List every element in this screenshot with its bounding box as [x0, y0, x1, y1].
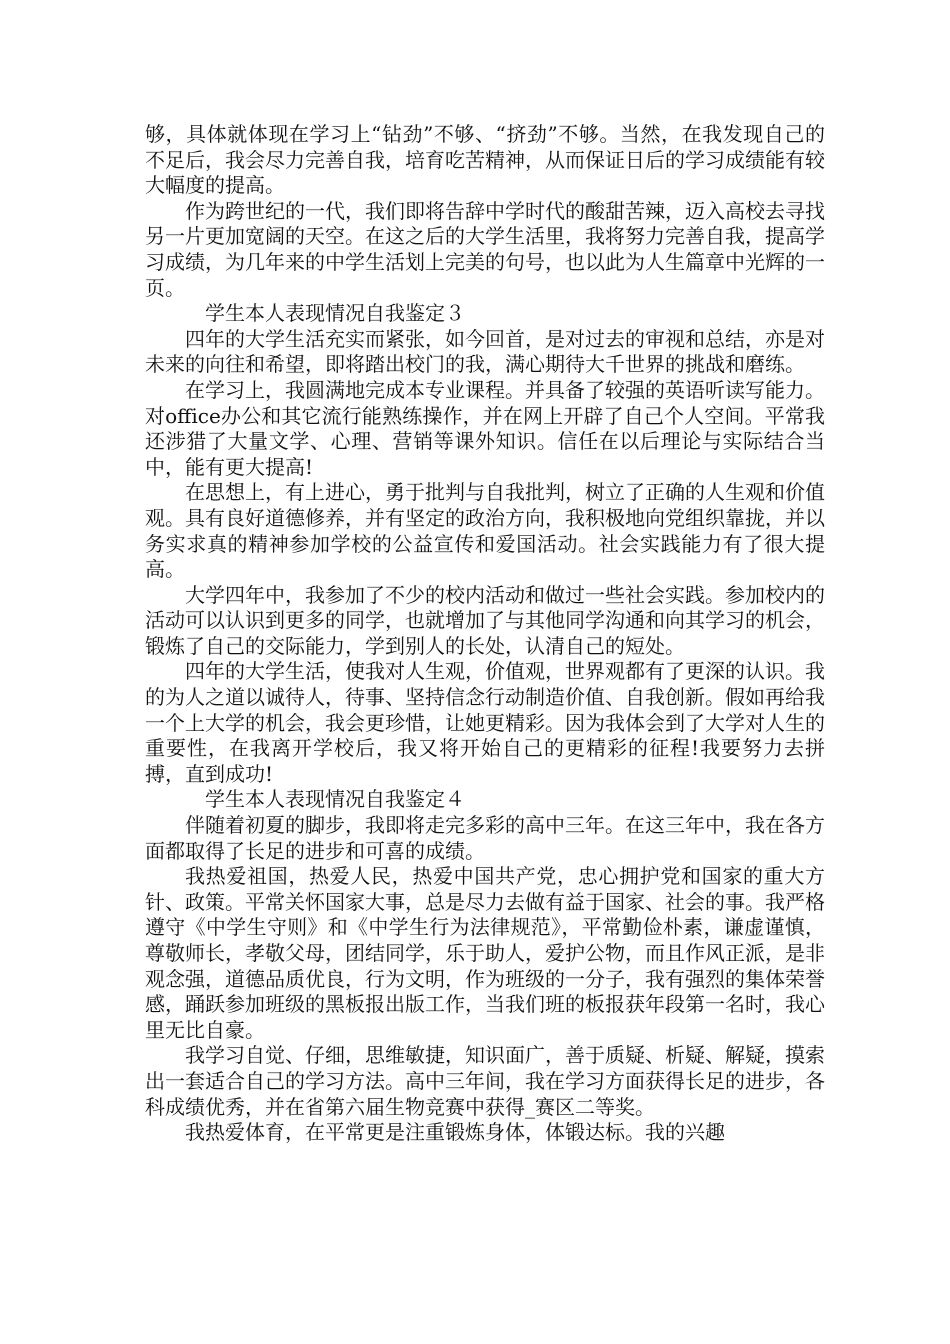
paragraph: 够，具体就体现在学习上“钻劲”不够、“挤劲”不够。当然，在我发现自己的不足后，我会尽力完善自我，培育吃苦精神，从而保证日后的学习成绩能有较大幅度的提高。 [145, 122, 825, 198]
section-heading: 学生本人表现情况自我鉴定３ [205, 301, 465, 326]
paragraph: 四年的大学生活充实而紧张，如今回首，是对过去的审视和总结，亦是对未来的向往和希望，即将踏出校门的我，满心期待大千世界的挑战和磨练。 [145, 326, 825, 377]
paragraph: 大学四年中，我参加了不少的校内活动和做过一些社会实践。参加校内的活动可以认识到更多的同学，也就增加了与其他同学沟通和向其学习的机会，锻炼了自己的交际能力，学到别人的长处，认清自己的短处。 [145, 582, 825, 658]
paragraph: 在思想上，有上进心，勇于批判与自我批判，树立了正确的人生观和价值观。具有良好道德修养，并有坚定的政治方向，我积极地向党组织靠拢，并以务实求真的精神参加学校的公益宣传和爱国活动。社会实践能力有了很大提高。 [145, 480, 825, 582]
paragraph: 作为跨世纪的一代，我们即将告辞中学时代的酸甜苦辣，迈入高校去寻找另一片更加宽阔的天空。在这之后的大学生活里，我将努力完善自我，提高学习成绩，为几年来的中学生活划上完美的句号，也以此为人生篇章中光辉的一页。 [145, 198, 825, 300]
paragraph: 我热爱体育，在平常更是注重锻炼身体，体锻达标。我的兴趣 [185, 1120, 725, 1145]
paragraph: 在学习上，我圆满地完成本专业课程。并具备了较强的英语听读写能力。对office办公和其它流行能熟练操作，并在网上开辟了自己个人空间。平常我还涉猎了大量文学、心理、营销等课外知识。信任在以后理论与实际结合当中，能有更大提高! [145, 377, 825, 479]
section-heading: 学生本人表现情况自我鉴定４ [205, 787, 465, 812]
paragraph: 伴随着初夏的脚步，我即将走完多彩的高中三年。在这三年中，我在各方面都取得了长足的进步和可喜的成绩。 [145, 813, 825, 863]
paragraph: 我学习自觉、仔细，思维敏捷，知识面广，善于质疑、析疑、解疑，摸索出一套适合自己的学习方法。高中三年间，我在学习方面获得长足的进步，各科成绩优秀，并在省第六届生物竞赛中获得_赛区二等奖。 [145, 1043, 825, 1119]
paragraph: 四年的大学生活，使我对人生观，价值观，世界观都有了更深的认识。我的为人之道以诚待人，待事、坚持信念行动制造价值、自我创新。假如再给我一个上大学的机会，我会更珍惜，让她更精彩。因为我体会到了大学对人生的重要性，在我离开学校后，我又将开始自己的更精彩的征程!我要努力去拼搏，直到成功! [145, 659, 825, 786]
document-page [145, 122, 825, 1146]
paragraph: 我热爱祖国，热爱人民，热爱中国共产党，忠心拥护党和国家的重大方针、政策。平常关怀国家大事，总是尽力去做有益于国家、社会的事。我严格遵守《中学生守则》和《中学生行为法律规范》，平常勤俭朴素，谦虚谨慎，尊敬师长，孝敬父母，团结同学，乐于助人，爱护公物，而且作风正派，是非观念强，道德品质优良，行为文明，作为班级的一分子，我有强烈的集体荣誉感，踊跃参加班级的黑板报出版工作，当我们班的板报获年段第一名时，我心里无比自豪。 [145, 864, 825, 1042]
